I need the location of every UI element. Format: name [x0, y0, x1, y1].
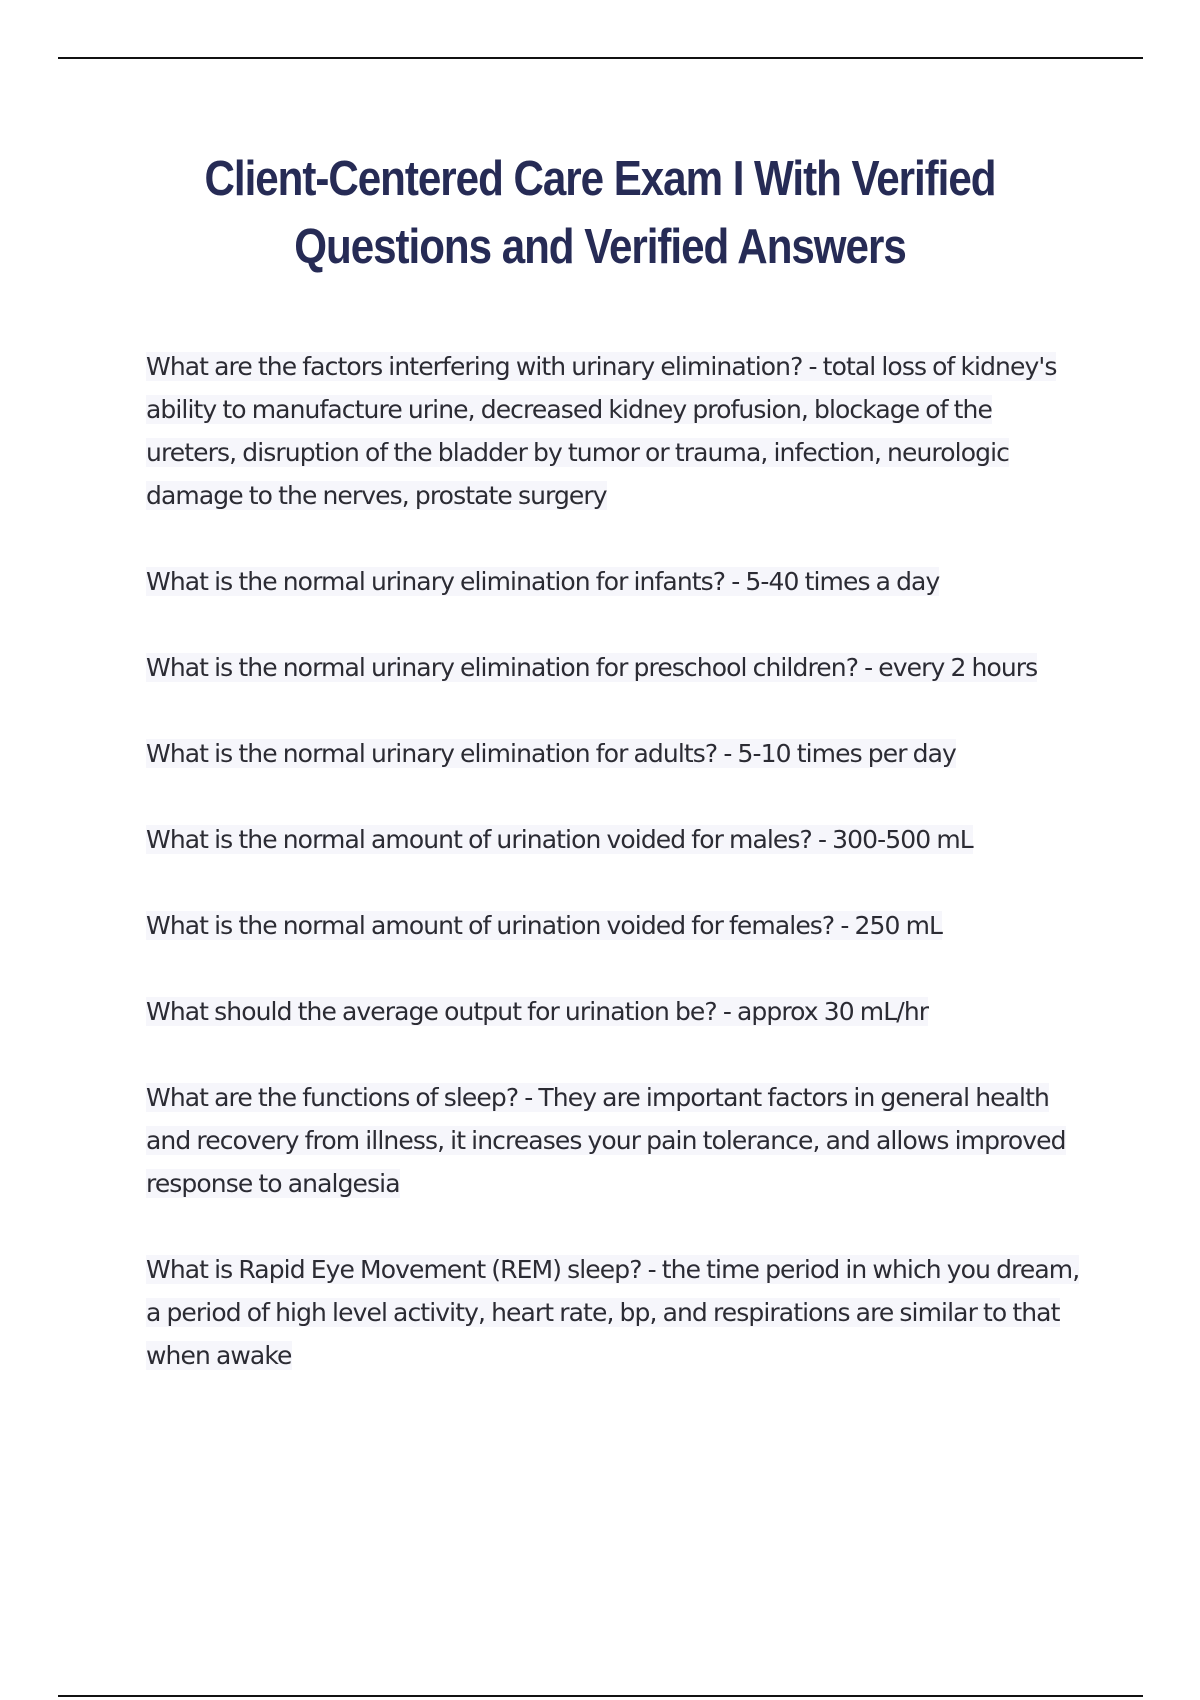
- qa-text: What is the normal urinary elimination for adults? - 5-10 times per day: [146, 739, 956, 768]
- qa-text: What is the normal amount of urination voided for males? - 300-500 mL: [146, 825, 973, 854]
- qa-item: [146, 904, 1081, 947]
- qa-list: [146, 345, 1081, 1420]
- qa-item: [146, 732, 1081, 775]
- qa-text: What is Rapid Eye Movement (REM) sleep? - the time period in which you dream, a period of high level activity, heart rate, bp, and respirations are similar to that when awake: [146, 1255, 1080, 1370]
- bottom-divider: [58, 1695, 1143, 1697]
- qa-item: [146, 1076, 1081, 1205]
- qa-item: [146, 646, 1081, 689]
- title-line-2: Questions and Verified Answers: [294, 220, 906, 274]
- page-title: [187, 145, 1013, 281]
- qa-item: [146, 990, 1081, 1033]
- qa-text: What is the normal urinary elimination for infants? - 5-40 times a day: [146, 567, 940, 596]
- qa-text: What is the normal amount of urination voided for females? - 250 mL: [146, 911, 943, 940]
- qa-item: [146, 560, 1081, 603]
- qa-item: [146, 345, 1081, 517]
- qa-item: [146, 1248, 1081, 1377]
- qa-text: What should the average output for urination be? - approx 30 mL/hr: [146, 997, 929, 1026]
- qa-text: What are the factors interfering with urinary elimination? - total loss of kidney's ability to manufacture urine, decreased kidney profusion, blockage of the ureters, disruption of the bladder by tumor or trauma, infection, neurologic damage to the nerves, prostate surgery: [146, 352, 1057, 510]
- title-line-1: Client-Centered Care Exam I With Verified: [204, 152, 996, 206]
- qa-text: What are the functions of sleep? - They are important factors in general health and recovery from illness, it increases your pain tolerance, and allows improved response to analgesia: [146, 1083, 1066, 1198]
- top-divider: [58, 57, 1143, 59]
- qa-item: [146, 818, 1081, 861]
- qa-text: What is the normal urinary elimination for preschool children? - every 2 hours: [146, 653, 1038, 682]
